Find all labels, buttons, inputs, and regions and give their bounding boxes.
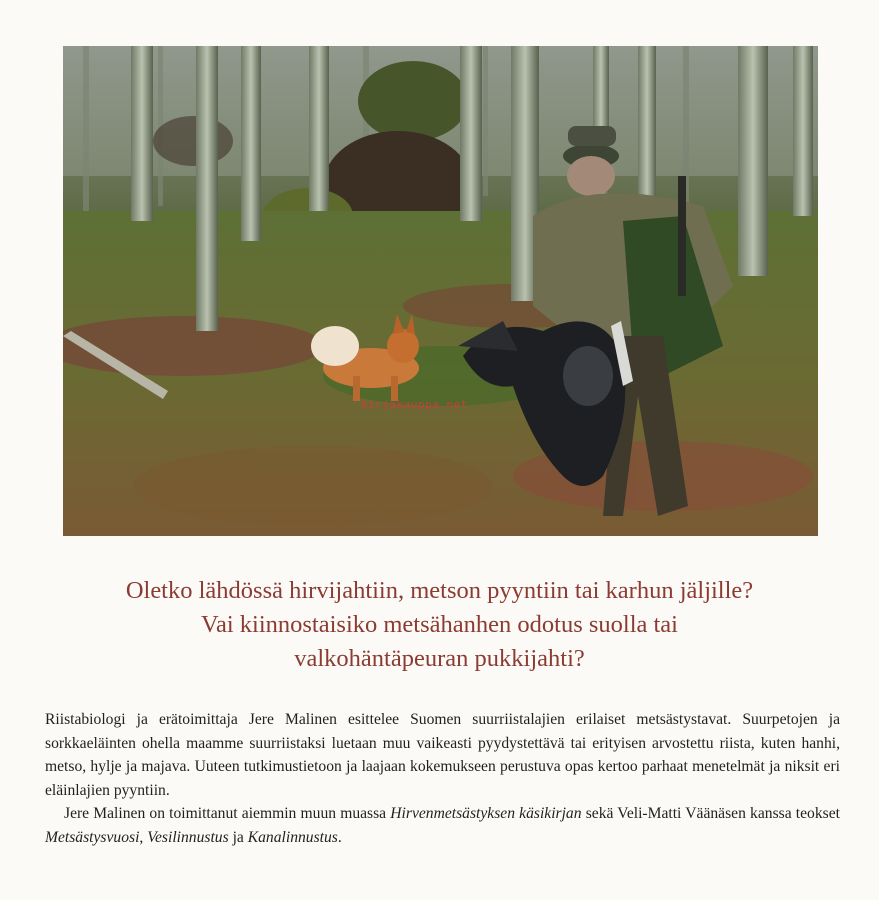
description-paragraph-2 xyxy=(45,802,840,849)
headline xyxy=(20,574,859,676)
headline-line-2: Vai kiinnostaisiko metsähanhen odotus suolla tai xyxy=(200,611,678,638)
book-title-2: Metsästysvuosi xyxy=(45,828,140,846)
separator-1: , xyxy=(139,828,148,846)
paragraph-2-end: . xyxy=(337,828,342,846)
book-title-1: Hirvenmetsästyksen käsikirjan xyxy=(390,805,582,823)
description-text xyxy=(45,708,840,850)
description-paragraph-1: Riistabiologi ja erätoimittaja Jere Malinen esittelee Suomen suurriistalajien erilaiset metsästystavat. Suurpetojen ja sorkkaeläinten ohella maamme suurriistaksi luetaan muu vaikeasti pyydystettävä tai erityisen arvostettu riista, kuten hanhi, metso, hylje ja majava. Uuteen tutkimustietoon ja laajaan kokemukseen perustuva opas kertoo parhaat menetelmät ja niksit eri eläinlajien pyyntiin. xyxy=(45,711,840,799)
paragraph-2-intro: Jere Malinen on toimittanut aiemmin muun muassa xyxy=(64,805,391,823)
headline-line-1: Oletko lähdössä hirvijahtiin, metson pyyntiin tai karhun jäljille? xyxy=(125,577,754,604)
separator-2: ja xyxy=(228,828,248,846)
paragraph-2-mid: sekä Veli-Matti Väänäsen kanssa teokset xyxy=(581,805,840,823)
watermark-text: kirjakauppa.net xyxy=(361,398,468,411)
headline-line-3: valkohäntäpeuran pukkijahti? xyxy=(294,645,585,672)
book-title-3: Vesilinnustus xyxy=(147,828,229,846)
book-title-4: Kanalinnustus xyxy=(247,828,338,846)
hunting-scene-image xyxy=(63,46,818,536)
cover-photo xyxy=(63,46,818,536)
